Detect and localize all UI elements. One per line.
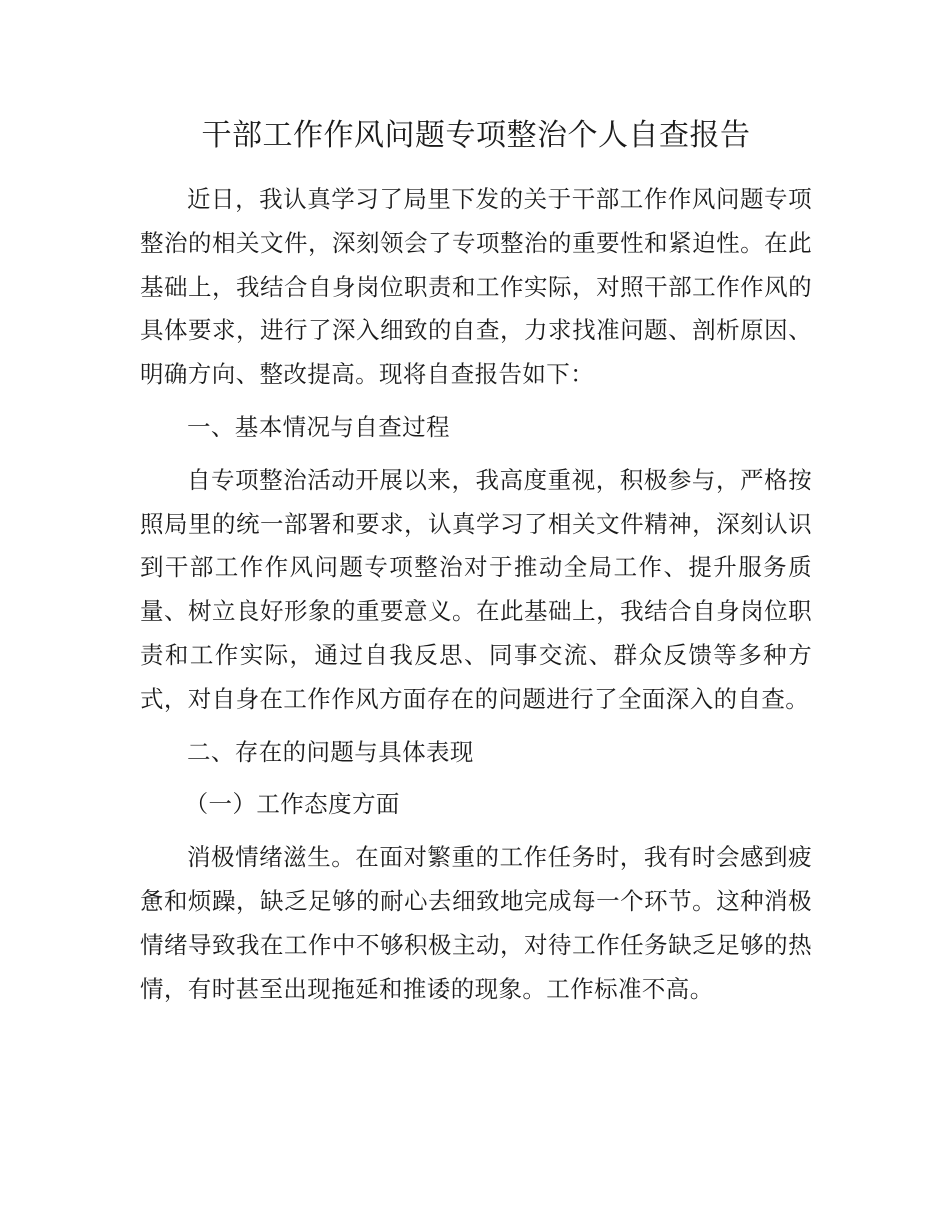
section-heading-2: 二、存在的问题与具体表现 <box>187 737 474 766</box>
subsection-heading-2-1: （一）工作态度方面 <box>184 790 400 819</box>
section-heading-1: 一、基本情况与自查过程 <box>187 412 450 441</box>
document-page <box>140 108 812 1020</box>
document-title: 干部工作作风问题专项整治个人自查报告 <box>201 118 751 153</box>
intro-paragraph: 近日，我认真学习了局里下发的关于干部工作作风问题专项整治的相关文件，深刻领会了专项整治的重要性和紧迫性。在此基础上，我结合自身岗位职责和工作实际，对照干部工作作风的具体要求，进行了深入细致的自查，力求找准问题、剖析原因、明确方向、整改提高。现将自查报告如下： <box>140 185 812 389</box>
subsection-2-1-paragraph: 消极情绪滋生。在面对繁重的工作任务时，我有时会感到疲惫和烦躁，缺乏足够的耐心去细致地完成每一个环节。这种消极情绪导致我在工作中不够积极主动，对待工作任务缺乏足够的热情，有时甚至出现拖延和推诿的现象。工作标准不高。 <box>140 843 812 1003</box>
section-1-paragraph: 自专项整治活动开展以来，我高度重视，积极参与，严格按照局里的统一部署和要求，认真学习了相关文件精神，深刻认识到干部工作作风问题专项整治对于推动全局工作、提升服务质量、树立良好形象的重要意义。在此基础上，我结合自身岗位职责和工作实际，通过自我反思、同事交流、群众反馈等多种方式，对自身在工作作风方面存在的问题进行了全面深入的自查。 <box>140 465 812 713</box>
